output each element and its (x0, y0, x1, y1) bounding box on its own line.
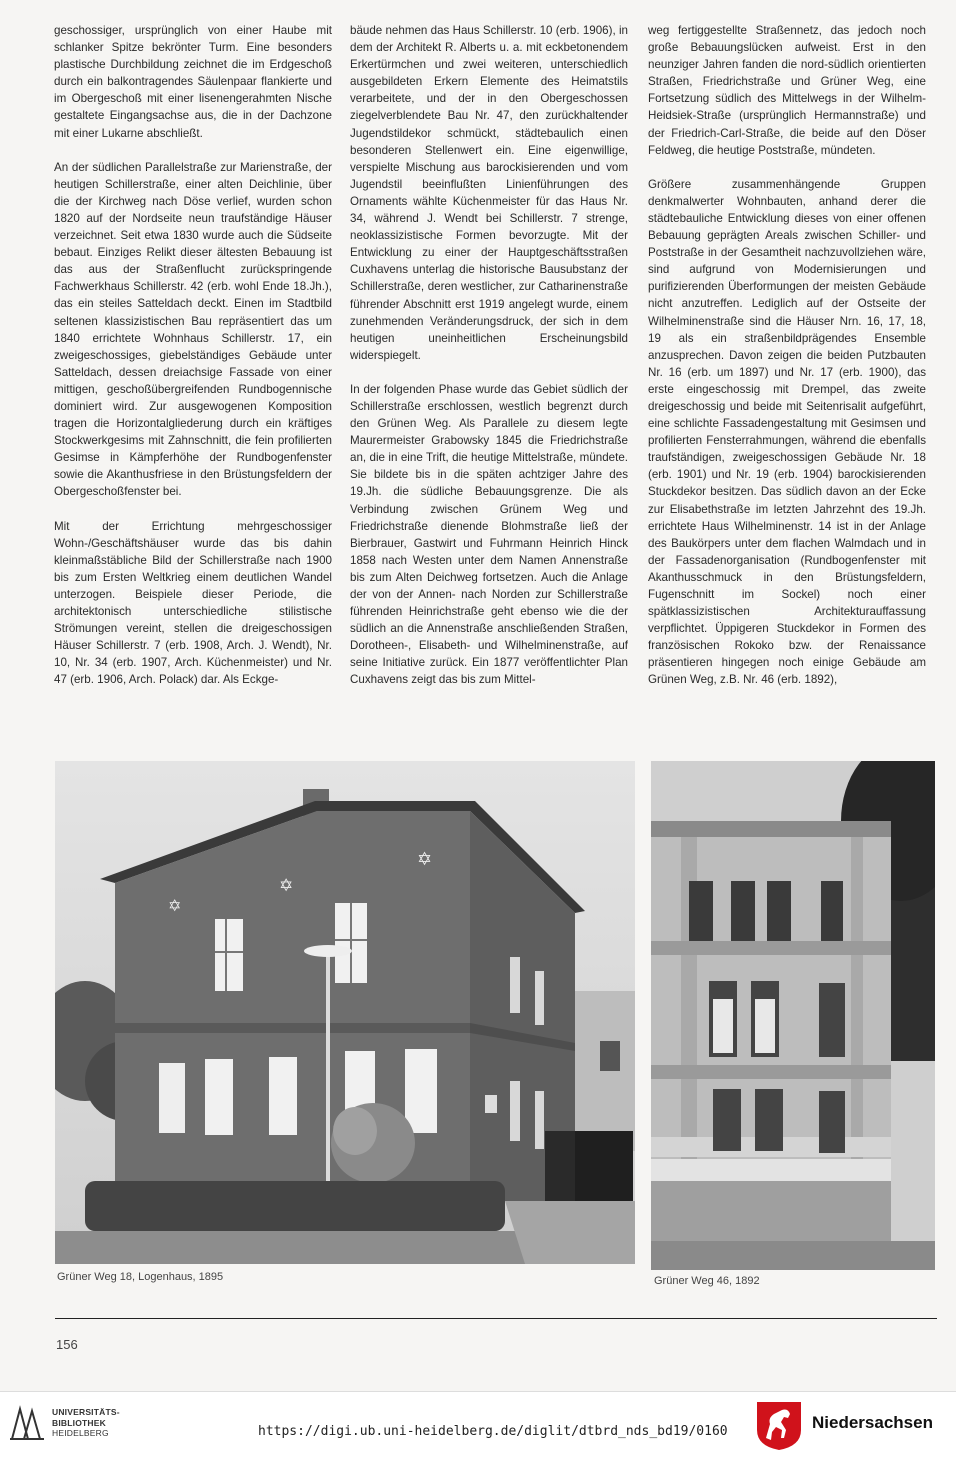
lower-saxony-horse-icon (754, 1400, 804, 1452)
source-url-link[interactable]: https://digi.ub.uni-heidelberg.de/diglit/dtbrd_nds_bd19/0160 (258, 1424, 728, 1439)
paragraph: geschossiger, ursprünglich von einer Haube mit schlanker Spitze bekrönter Turm. Eine besonders plastische Durchbildung zeichnet die im Erdgeschoß durch ein balkontragendes Säulenpaar flankierte und im Obergeschoß mit einer lisenengerahmten Nische gestaltete Eingangsachse aus, die in der Dachzone mit einer Lukarne abschließt. (54, 24, 332, 140)
photo-gruener-weg-46 (651, 761, 935, 1270)
page-number: 156 (56, 1337, 78, 1352)
text-column-left (54, 22, 332, 688)
paragraph: Mit der Errichtung mehrgeschossiger Wohn-/Geschäftshäuser wurde das bis dahin kleinmaßstäbliche Bild der Schillerstraße nach 1900 bis zum Ersten Weltkrieg einem deutlichen Wandel unterzogen. Beispiele dieser Periode, die architektonisch unterschiedliche stilistische Strömungen vereint, stellen die dreigeschossigen Häuser Schillerstr. 7 (erb. 1908, Arch. J. Wendt), Nr. 10, Nr. 34 (erb. 1907, Arch. Küchenmeister) und Nr. 47 (erb. 1906, Arch. Polack) dar. Als Eckge- (54, 519, 332, 687)
paragraph: In der folgenden Phase wurde das Gebiet südlich der Schillerstraße erschlossen, westlich begrenzt durch den Grünen Weg. Als Parallele zu diesem legte Maurermeister Grabowsky 1845 die Friedrichstraße an, die in eine Trift, die heutige Mittelstraße, mündete. Sie bildete bis in die späten achtziger Jahre des 19.Jh. die südliche Bebauungsgrenze. Die als Verbindung zwischen Grünem Weg und Friedrichstraße dienende Blohmstraße ließ der Bierbrauer, Gastwirt und Fuhrmann Heinrich Hinck 1858 nach Westen unter dem Namen Annenstraße bis zum Alten Deichweg fortsetzen. Auch die Anlage der von der Annen- nach Norden zur Schillerstraße führenden Heinrichstraße geht ebenso wie die der südlich an die Annenstraße anschließenden Straßen, Dorotheen-, Elisabeth- und Wilhelminenstraße, auf seine Initiative zurück. Ein 1877 veröffentlichter Plan Cuxhavens zeigt das bis zum Mittel- (350, 382, 628, 687)
svg-text:✡: ✡ (279, 876, 294, 896)
state-label: Niedersachsen (812, 1413, 933, 1432)
photo-logenhaus (55, 761, 635, 1264)
text-column-right (648, 22, 926, 689)
svg-text:✡: ✡ (417, 849, 433, 870)
paragraph: An der südlichen Parallelstraße zur Marienstraße, der heutigen Schillerstraße, einer alten Deichlinie, über die der Kirchweg nach Döse verlief, wurden schon 1820 auf der Nordseite neun traufständige Häuser verzeichnet. Seit etwa 1830 wurde auch die Südseite bebaut. Einziges Relikt dieser ältesten Bebauung ist das aus der Straßenflucht zurückspringende Fachwerkhaus Schillerstr. 42 (erb. wohl Ende 18.Jh.), das ein steiles Satteldach deckt. Einen im Stadtbild seltenen klassizistischen Bau repräsentiert das um 1840 errichtete Wohnhaus Schillerstr. 17, ein zweigeschossiges, giebelständiges Gebäude unter Satteldach, dessen dreiachsige Fassade von einer mittigen, geschoßübergreifenden Rundbogennische dominiert wird. Zur ausgewogenen Komposition tragen die Horizontalgliederung durch ein kräftiges Stockwerkgesims mit Zahnschnitt, die fein profilierten Gesimse in Kämpferhöhe der Rundbogenfenster sowie die Akanthusfriese in den Brüstungsfeldern der Obergeschoßfenster bei. (54, 160, 332, 499)
footer-bar (0, 1391, 956, 1460)
paragraph: Größere zusammenhängende Gruppen denkmalwerter Wohnbauten, anhand derer die städtebauliche Entwicklung dieses von einer offenen Bebauung geprägten Areals zwischen Schiller- und Poststraße in der Gesamtheit nachzuvollziehen wäre, sind aufgrund von Modernisierungen und purifizierenden Überformungen der meisten Gebäude nicht anzutreffen. Lediglich auf der Ostseite der Wilhelminenstraße sind die Häuser Nrn. 16, 17, 18, 19 als ein straßenbildprägendes Ensemble anzusprechen. Davon zeigen die beiden Putzbauten Nr. 16 (erb. um 1897) und Nr. 17 (erb. 1900), das erste eingeschossig mit Drempel, das zweite dreigeschossig und beide mit Seitenrisalit aufgeführt, eine schlichte Fassadengestaltung mit Gesimsen und profilierten Fensterrahmungen, während die ebenfalls traufständigen, zweigeschossigen Gebäude Nr. 18 (erb. 1901) und Nr. 19 (erb. 1904) barockisierenden Stuckdekor besitzen. Das südlich davon an der Ecke zur Elisabethstraße im letzten Jahrzehnt des 19.Jh. errichtete Haus Wilhelminenstr. 14 ist in der Anlage des Baukörpers unter dem flachen Walmdach und in der Fassadenorganisation (Rundbogenfenster mit Akanthusschmuck in den Brüstungsfeldern, Fugenschnitt im Sockel) noch einer spätklassizistischen Architekturauffassung verpflichtet. Üppigeren Stuckdekor in Formen des französischen Rokoko bzw. der Renaissance präsentieren hingegen noch einige Gebäude am Grünen Weg, z.B. Nr. 46 (erb. 1892), (648, 177, 926, 687)
library-name: UNIVERSITÄTS- BIBLIOTHEK HEIDELBERG (52, 1407, 120, 1438)
paragraph: bäude nehmen das Haus Schillerstr. 10 (erb. 1906), in dem der Architekt R. Alberts u. a. mit eckbetonendem Erkertürmchen und zwei weiteren, unterschiedlich ausgebildeten Erkern Elemente des Heimatstils verarbeitete, und der in den Obergeschossen ziegelverblendete Bau Nr. 47, den zurückhaltender Jugendstildekor schmückt, städtebaulich einen besonderen Stellenwert ein. Eine eigenwillige, verspielte Mischung aus barockisierenden und vom Jugendstil beeinflußten Linienführungen des Ornaments wählte Küchenmeister für das Haus Nr. 34, während J. Wendt bei Schillerstr. 7 strenge, neoklassizistische Formen bevorzugte. Mit der Entwicklung zu einer der Hauptgeschäftsstraßen Cuxhavens unterlag die historische Bausubstanz der Schillerstraße, deren westlicher, zur Catharinenstraße führender Abschnitt erst 1919 angelegt wurde, einem zunehmenden Veränderungsdruck, der sich in dem heutigen uneinheitlichen Erscheinungsbild widerspiegelt. (350, 24, 628, 362)
caption-gruener-weg-46: Grüner Weg 46, 1892 (654, 1275, 760, 1287)
library-logo-icon (10, 1405, 44, 1441)
text-column-middle (350, 22, 628, 689)
svg-text:✡: ✡ (168, 896, 182, 915)
footer-rule (55, 1318, 937, 1319)
caption-logenhaus: Grüner Weg 18, Logenhaus, 1895 (57, 1271, 224, 1283)
paragraph: weg fertiggestellte Straßennetz, das jedoch noch große Bebauungslücken aufweist. Erst in den neunziger Jahren fanden die nord-südlich orientierten Straßen, Friedrichstraße und Grüner Weg, eine Fortsetzung südlich des Mittelwegs in der Wilhelm-Heidsiek-Straße (ursprünglich Hermannstraße) und der Friedrich-Carl-Straße, die beide auf den Döser Feldweg, die heutige Poststraße, mündeten. (648, 24, 926, 157)
